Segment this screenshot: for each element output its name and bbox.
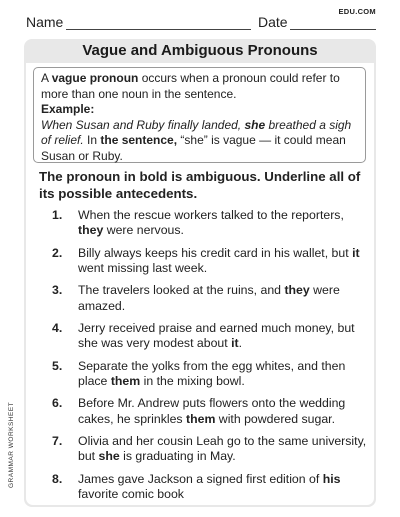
example-label: Example:: [41, 102, 95, 116]
question-text: When the rescue workers talked to the reporters,: [78, 208, 344, 222]
definition-term: vague pronoun: [51, 71, 139, 85]
question-text: Jerry received praise and earned much money, but she was very modest about: [78, 321, 355, 351]
date-line: [290, 29, 376, 30]
question-item: [52, 321, 372, 352]
question-number: 2.: [52, 245, 63, 260]
question-pronoun: they: [284, 283, 310, 298]
example-pronoun: she: [244, 117, 266, 132]
example-e: the sentence,: [100, 133, 178, 147]
question-text-end: were nervous.: [103, 223, 184, 238]
question-number: 5.: [52, 358, 63, 373]
definition-text-c: occurs when a pronoun could refer to more than one noun in the sentence.: [41, 71, 340, 101]
question-number: 4.: [52, 321, 63, 336]
question-item: [52, 396, 372, 427]
question-number: 6.: [52, 396, 63, 411]
question-text: Billy always keeps his credit card in his wallet, but: [78, 245, 353, 260]
question-item: [52, 359, 372, 390]
definition-text: [41, 71, 358, 102]
question-item: [52, 434, 372, 465]
example-c: breathed a sigh of relief.: [41, 117, 352, 147]
example-d: In: [83, 133, 101, 147]
date-label: Date: [258, 14, 288, 30]
question-list: [52, 208, 372, 510]
question-pronoun: they: [78, 223, 104, 238]
question-pronoun: them: [110, 374, 141, 389]
question-pronoun: them: [186, 411, 216, 426]
question-text-end: is graduating in May.: [119, 449, 236, 464]
question-text: The travelers looked at the ruins, and: [78, 283, 285, 298]
question-text-end: favorite comic book: [78, 487, 184, 502]
example-f: “she” is vague — it could mean Susan or Ruby.: [41, 133, 346, 163]
instructions: The pronoun in bold is ambiguous. Underline all of its possible antecedents.: [39, 169, 361, 201]
question-number: 8.: [52, 471, 63, 486]
question-text: Olivia and her cousin Leah go to the same university, but: [78, 434, 367, 464]
question-text-end: with powdered sugar.: [215, 411, 336, 426]
question-text-end: went missing last week.: [78, 260, 208, 275]
question-pronoun: his: [322, 471, 341, 486]
name-label: Name: [26, 14, 64, 30]
question-text: Before Mr. Andrew puts flowers onto the wedding cakes, he sprinkles: [78, 396, 346, 426]
brand-logo: EDU.COM: [338, 7, 376, 16]
question-item: [52, 246, 372, 277]
worksheet-title: Vague and Ambiguous Pronouns: [82, 42, 318, 59]
question-pronoun: it: [231, 336, 239, 351]
side-label: GRAMMAR WORKSHEET: [8, 401, 15, 488]
question-item: [52, 283, 372, 314]
definition-box: [33, 67, 366, 163]
question-text-end: in the mixing bowl.: [140, 374, 245, 389]
question-text: James gave Jackson a signed first edition of: [78, 471, 323, 486]
question-pronoun: she: [98, 449, 120, 464]
question-item: [52, 208, 372, 239]
question-pronoun: it: [352, 245, 360, 260]
name-line: [66, 29, 251, 30]
definition-text-a: A: [41, 71, 52, 85]
question-text-end: .: [238, 336, 243, 351]
question-number: 7.: [52, 434, 63, 449]
example-a: When Susan and Ruby finally landed,: [41, 117, 245, 132]
question-number: 1.: [52, 208, 63, 222]
question-number: 3.: [52, 283, 63, 298]
question-item: [52, 472, 372, 503]
question-text: Separate the yolks from the egg whites, and then place: [78, 358, 346, 389]
question-text-end: were amazed.: [78, 283, 340, 313]
example-text: [41, 118, 358, 165]
